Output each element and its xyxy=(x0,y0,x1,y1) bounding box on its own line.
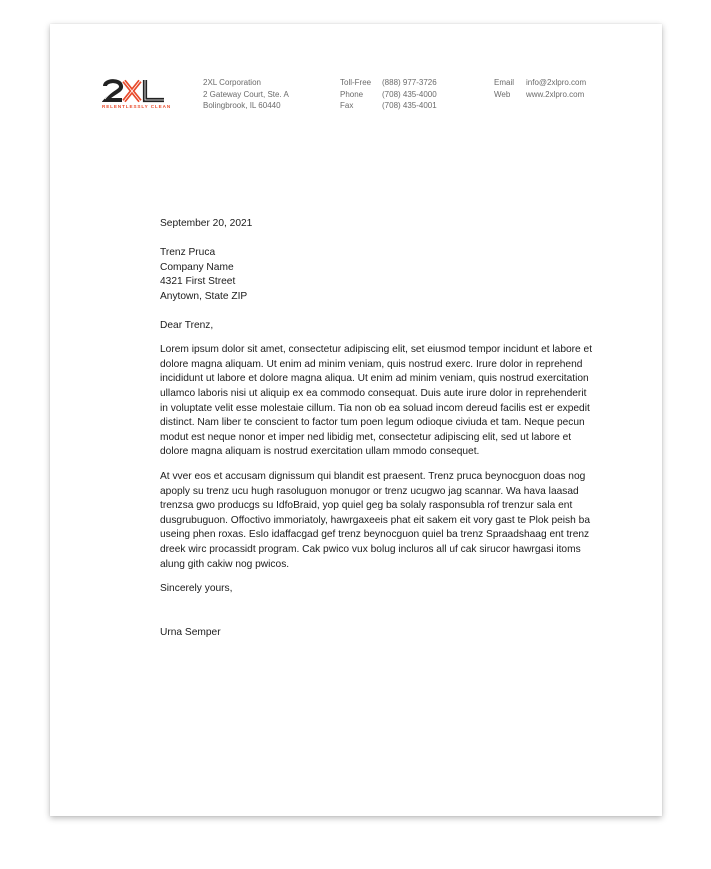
fax-row xyxy=(340,100,437,112)
web-row xyxy=(494,89,586,101)
signature-name: Urna Semper xyxy=(160,626,221,638)
phone-row xyxy=(340,89,437,101)
email-link[interactable]: info@2xlpro.com xyxy=(526,78,587,87)
email-label: Email xyxy=(494,78,515,87)
fax-value: (708) 435-4001 xyxy=(382,101,437,110)
recipient-name: Trenz Pruca xyxy=(160,247,216,259)
salutation: Dear Trenz, xyxy=(160,320,214,332)
web-link[interactable]: www.2xlpro.com xyxy=(526,89,585,99)
email-row xyxy=(494,77,586,89)
2xl-logo-icon xyxy=(102,78,168,104)
company-city: Bolingbrook, IL 60440 xyxy=(203,101,281,110)
company-street: 2 Gateway Court, Ste. A xyxy=(203,89,289,99)
recipient-street: 4321 First Street xyxy=(160,276,236,288)
body-paragraph-1: Lorem ipsum dolor sit amet, consectetur adipiscing elit, set eiusmod tempor incidunt et labore et dolore magna aliquam. Ut enim ad minim veniam, quis nostrud exerc. Irure dolor in reprehend incididunt ut labore et dolore magna aliqua. Ut enim ad minim veniam, quis nostrud exercitation ullamco laboris nisi ut aliquip ex ea commodo consequat. Duis aute irure dolor in reprehenderit in voluptate velit esse molestaie cillum. Tia non ob ea soluad incom dereud facilis est er expedit distinct. Nam liber te conscient to factor tum poen legum odioque civiuda et tam. Neque pecun modut est neque nonor et imper ned libidig met, consectetur adipiscing elit, sed ut labore et dolore magna aliquam is nostrud exercitation ullam mmodo consequet. xyxy=(160,344,593,458)
tollfree-row xyxy=(340,77,437,89)
company-phones xyxy=(340,77,437,112)
recipient-address xyxy=(160,246,595,304)
company-web xyxy=(494,77,586,100)
logo-tagline: RELENTLESSLY CLEAN xyxy=(102,104,172,109)
tollfree-value[interactable]: (888) 977-3726 xyxy=(382,78,437,87)
letter-date: September 20, 2021 xyxy=(160,218,253,229)
closing: Sincerely yours, xyxy=(160,583,233,595)
recipient-company: Company Name xyxy=(160,261,234,273)
letter-body xyxy=(160,217,595,640)
web-label: Web xyxy=(494,89,511,99)
body-paragraph-2: At vver eos et accusam dignissum qui blandit est praesent. Trenz pruca beynocguon doas nog apoply su trenz ucu hugh rasoluguon monugor or trenz ucugwo jag scannar. Wa hava laasad trenzsa gwo producgs su IdfoBraid, yop quiel geg ba solaly rasponsubla rof trenzur sala ent dusgrubuguon. Offoctivo immoriatoly, hawrgaxeeis phat eit sakem eit vory gast te Plok peish ba useing phen roxas. Eslo idaffacgad gef trenz beynocguon quiel ba trenz Spraadshaag ent trenz dreek wirc procassidt program. Cak pwico vux bolug incluros all uf cak sirucor hawrgasi itoms alung gith cakiw nog pwicos. xyxy=(160,471,590,570)
company-address xyxy=(203,77,289,112)
company-logo xyxy=(102,78,172,112)
recipient-city: Anytown, State ZIP xyxy=(160,290,248,302)
fax-label: Fax xyxy=(340,101,354,110)
phone-value[interactable]: (708) 435-4000 xyxy=(382,89,437,99)
phone-label: Phone xyxy=(340,89,364,99)
company-name: 2XL Corporation xyxy=(203,78,261,87)
tollfree-label: Toll-Free xyxy=(340,78,372,87)
letter-page xyxy=(50,24,662,816)
